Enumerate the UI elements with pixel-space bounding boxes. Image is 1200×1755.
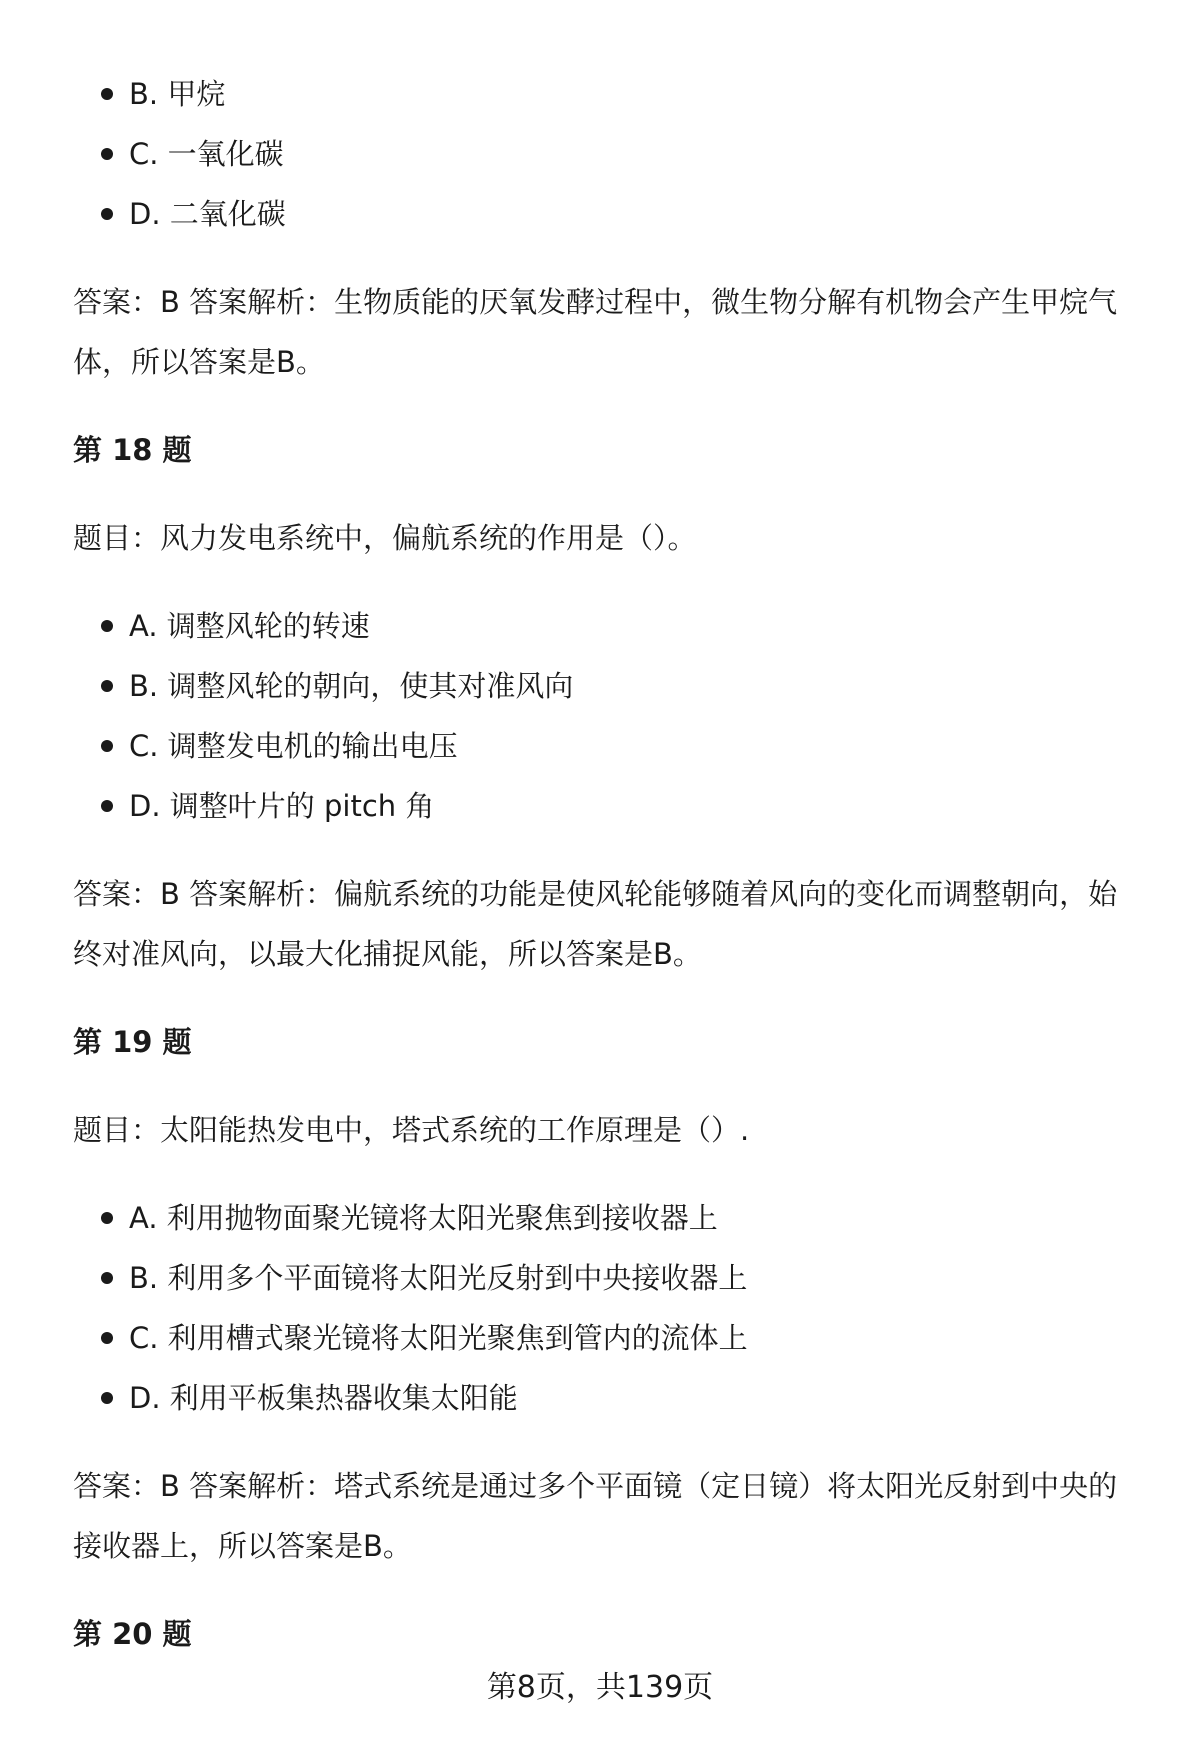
bullet-icon (101, 1332, 113, 1344)
page-indicator: 第8页，共139页 (486, 1670, 714, 1705)
q18-title: 第 18 题 (73, 433, 192, 467)
q17-option-c (73, 124, 1143, 184)
q18-stem: 题目：风力发电系统中，偏航系统的作用是（）。 (73, 521, 697, 555)
bullet-icon (101, 740, 113, 752)
q19-title: 第 19 题 (73, 1025, 192, 1059)
option-text: C. 调整发电机的输出电压 (129, 729, 458, 763)
q18-option-a (73, 596, 1143, 656)
q17-answer: 答案：B 答案解析：生物质能的厌氧发酵过程中，微生物分解有机物会产生甲烷气体，所以答案是B。 (73, 285, 1118, 379)
q19-option-a (73, 1188, 1143, 1248)
bullet-icon (101, 148, 113, 160)
bullet-icon (101, 1392, 113, 1404)
q17-option-d (73, 184, 1143, 244)
option-text: B. 利用多个平面镜将太阳光反射到中央接收器上 (129, 1261, 748, 1295)
option-text: B. 调整风轮的朝向，使其对准风向 (129, 669, 574, 703)
q18-option-d (73, 776, 1143, 836)
q19-option-c (73, 1308, 1143, 1368)
option-text: C. 利用槽式聚光镜将太阳光聚焦到管内的流体上 (129, 1321, 748, 1355)
bullet-icon (101, 680, 113, 692)
option-text: A. 利用抛物面聚光镜将太阳光聚焦到接收器上 (129, 1201, 718, 1235)
q18-options (73, 596, 1143, 836)
bullet-icon (101, 88, 113, 100)
bullet-icon (101, 1272, 113, 1284)
q18-option-c (73, 716, 1143, 776)
document-content (73, 64, 1143, 1664)
option-text: B. 甲烷 (129, 77, 226, 111)
q17-option-b (73, 64, 1143, 124)
q19-option-b (73, 1248, 1143, 1308)
q20-title: 第 20 题 (73, 1617, 192, 1651)
bullet-icon (101, 620, 113, 632)
option-text: D. 利用平板集热器收集太阳能 (129, 1381, 518, 1415)
bullet-icon (101, 800, 113, 812)
q19-options (73, 1188, 1143, 1428)
q19-stem: 题目：太阳能热发电中，塔式系统的工作原理是（）. (73, 1113, 750, 1147)
option-text: D. 二氧化碳 (129, 197, 286, 231)
bullet-icon (101, 1212, 113, 1224)
option-text: C. 一氧化碳 (129, 137, 284, 171)
q19-option-d (73, 1368, 1143, 1428)
q18-option-b (73, 656, 1143, 716)
bullet-icon (101, 208, 113, 220)
q18-answer: 答案：B 答案解析：偏航系统的功能是使风轮能够随着风向的变化而调整朝向，始终对准风向，以最大化捕捉风能，所以答案是B。 (73, 877, 1118, 971)
option-text: D. 调整叶片的 pitch 角 (129, 789, 435, 823)
option-text: A. 调整风轮的转速 (129, 609, 370, 643)
page-footer (0, 1666, 1200, 1710)
q19-answer: 答案：B 答案解析：塔式系统是通过多个平面镜（定日镜）将太阳光反射到中央的接收器上，所以答案是B。 (73, 1469, 1118, 1563)
q17-options (73, 64, 1143, 244)
